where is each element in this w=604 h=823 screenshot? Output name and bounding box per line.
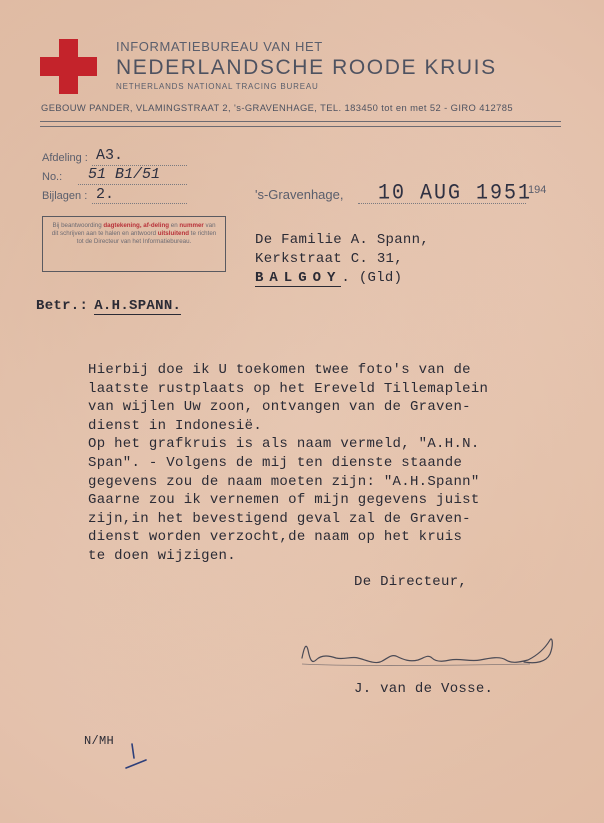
body-line: van wijlen Uw zoon, ontvangen van de Graven- (88, 399, 471, 416)
body-line: Op het grafkruis is als naam vermeld, "A.H.N. (88, 436, 480, 453)
body-line: laatste rustplaats op het Ereveld Tillemaplein (88, 380, 489, 397)
dotted-line (358, 203, 526, 204)
recipient-region: . (Gld) (341, 270, 403, 286)
red-cross-logo (40, 39, 97, 94)
closing-title: De Directeur, (354, 574, 468, 590)
recipient-city: BALGOY (255, 270, 342, 286)
letterhead-rule (40, 126, 561, 127)
subject-line (36, 298, 181, 314)
place-label: 's-Gravenhage, (255, 187, 344, 202)
letter-body (88, 362, 488, 567)
signatory-name: J. van de Vosse. (354, 681, 494, 697)
reply-instructions-box: Bij beantwoording dagtekening, af-deling en nummer van dit schrijven aan te halen en antwoord uitsluitend te richten tot de Directeur van het Informatiebureau. (42, 216, 226, 272)
number-label: No.: (42, 171, 63, 183)
subject-label: Betr.: (36, 298, 89, 314)
recipient-line-2: Kerkstraat C. 31, (255, 251, 403, 267)
body-line: te doen wijzigen. (88, 547, 236, 564)
afdeling-label: Afdeling : (42, 152, 88, 164)
handwritten-mark (120, 742, 150, 772)
letterhead-title: NEDERLANDSCHE ROODE KRUIS (116, 56, 497, 79)
letterhead-line-1: INFORMATIEBUREAU VAN HET (116, 39, 323, 54)
reference-code: N/MH (84, 734, 115, 748)
body-line: zijn,in het bevestigend geval zal de Graven- (88, 510, 471, 527)
printed-year: 194 (528, 184, 547, 196)
letterhead-rule (40, 121, 561, 122)
bijlagen-value: 2. (96, 186, 115, 203)
body-line: Hierbij doe ik U toekomen twee foto's van de (88, 362, 471, 378)
letterhead-address: GEBOUW PANDER, VLAMINGSTRAAT 2, 's-GRAVENHAGE, TEL. 183450 tot en met 52 - GIRO 412785 (41, 102, 513, 113)
recipient-line-1: De Familie A. Spann, (255, 232, 430, 248)
body-line: Gaarne zou ik vernemen of mijn gegevens juist (88, 492, 480, 509)
recipient-line-3 (255, 270, 402, 286)
body-line: dienst worden verzocht,de naam op het kruis (88, 529, 463, 546)
bijlagen-label: Bijlagen : (42, 190, 88, 202)
dotted-line (78, 184, 187, 185)
handwritten-signature (300, 620, 560, 680)
dotted-line (92, 203, 187, 204)
body-line: Span". - Volgens de mij ten dienste staande (88, 454, 463, 471)
body-line: dienst in Indonesië. (88, 417, 263, 434)
letterhead-subtitle: NETHERLANDS NATIONAL TRACING BUREAU (116, 82, 319, 91)
body-line: gegevens zou de naam moeten zijn: "A.H.Spann" (88, 473, 480, 490)
afdeling-value: A3. (96, 147, 124, 164)
subject-name: A.H.SPANN. (94, 298, 182, 314)
number-value: 51 B1/51 (88, 166, 161, 183)
date-stamp: 10 AUG 1951 (378, 180, 533, 207)
